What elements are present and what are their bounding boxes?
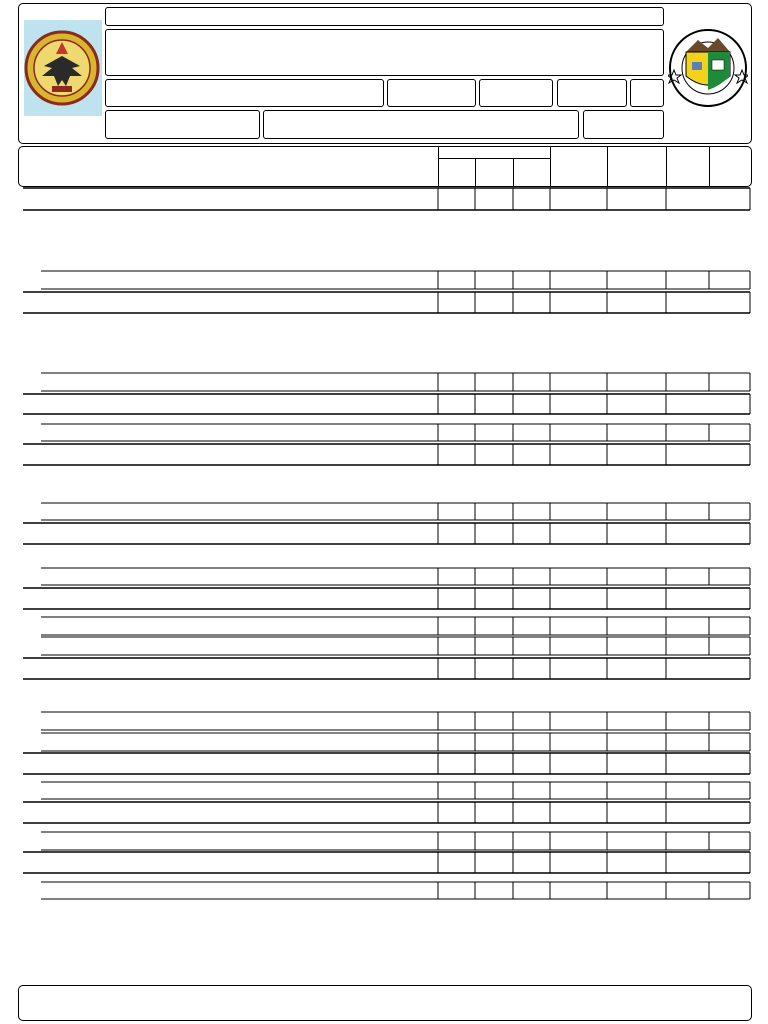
footer-observations	[18, 985, 752, 1021]
